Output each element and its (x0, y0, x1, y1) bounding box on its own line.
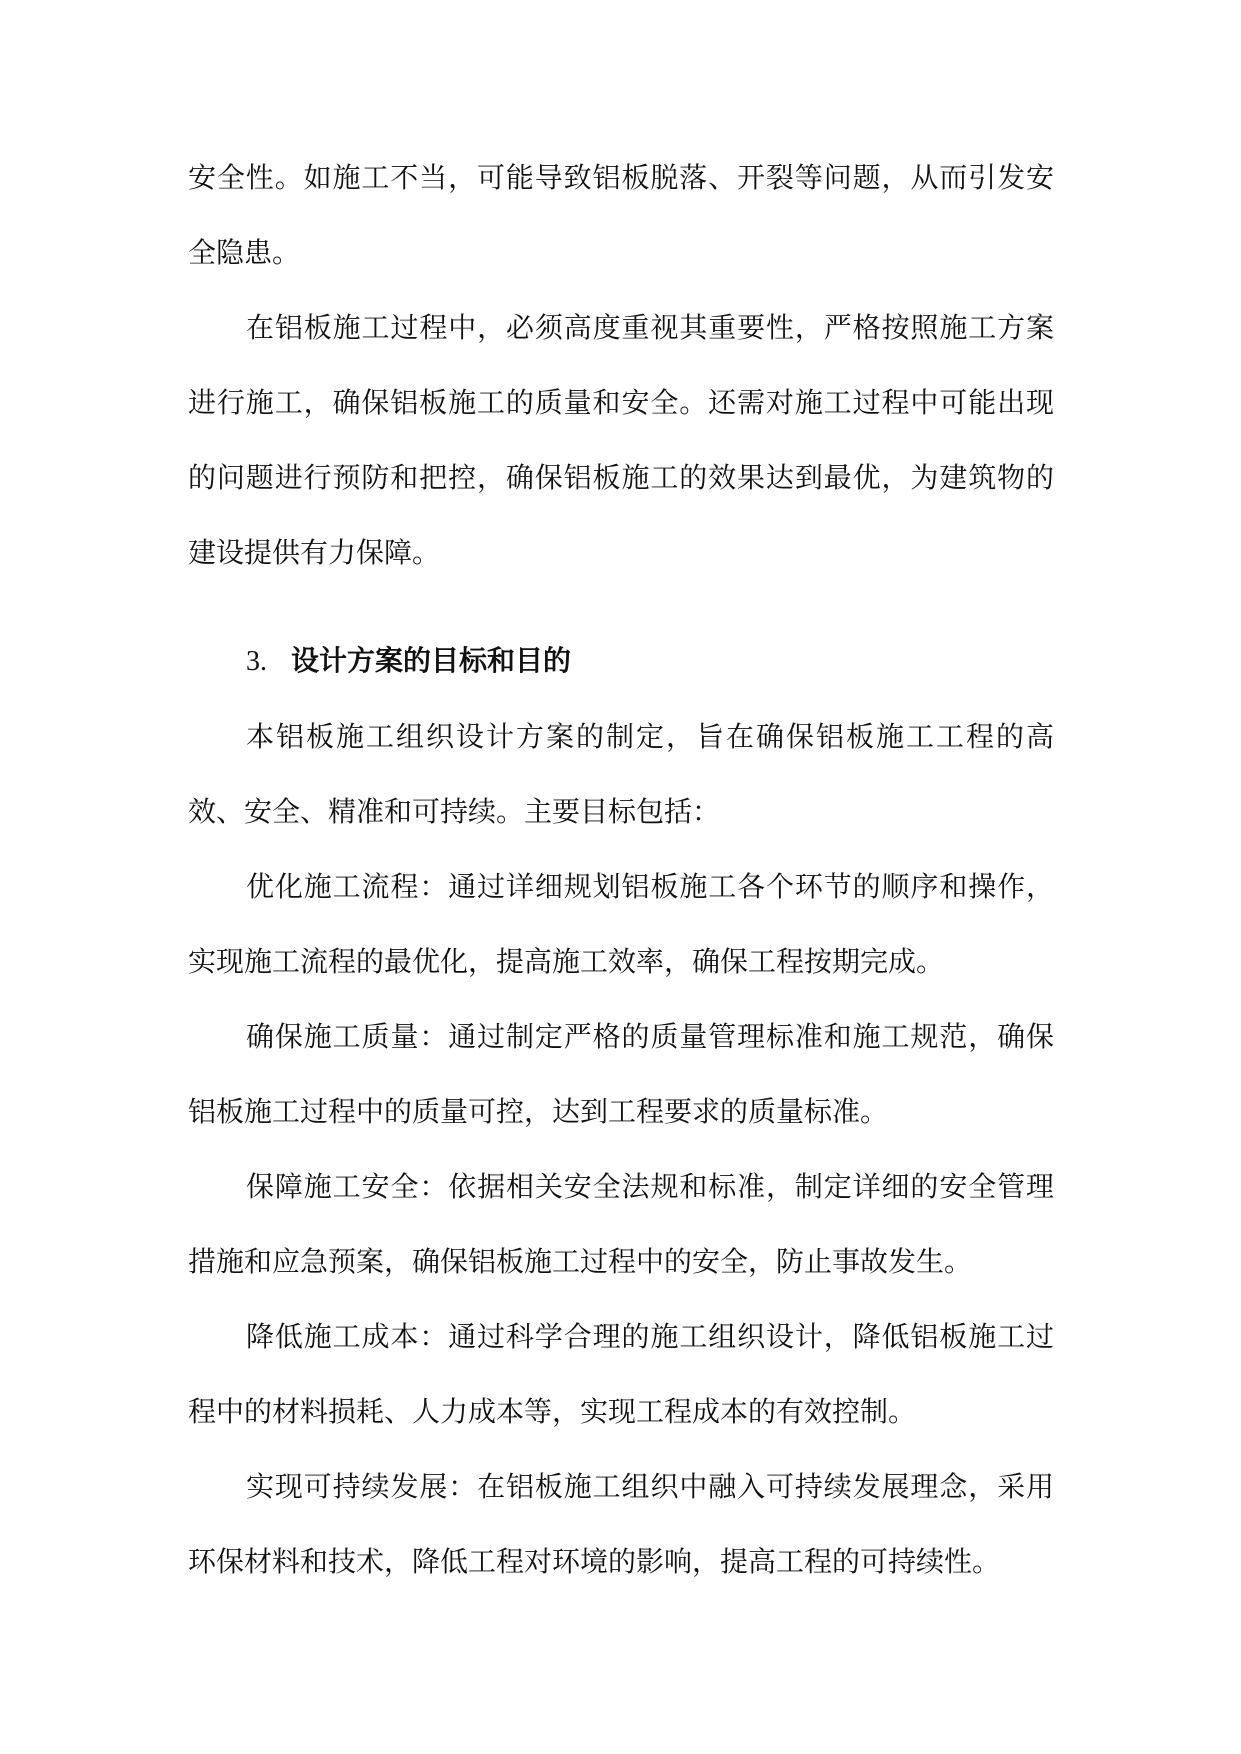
paragraph-goal-safety: 保障施工安全：依据相关安全法规和标准，制定详细的安全管理措施和应急预案，确保铝板施工过程中的安全，防止事故发生。 (188, 1170, 1054, 1278)
paragraph-goal-process: 优化施工流程：通过详细规划铝板施工各个环节的顺序和操作，实现施工流程的最优化，提高施工效率，确保工程按期完成。 (188, 870, 1054, 978)
paragraph-goal-cost: 降低施工成本：通过科学合理的施工组织设计，降低铝板施工过程中的材料损耗、人力成本等，实现工程成本的有效控制。 (188, 1320, 1054, 1428)
section-heading (188, 623, 1054, 699)
paragraph-importance: 在铝板施工过程中，必须高度重视其重要性，严格按照施工方案进行施工，确保铝板施工的质量和安全。还需对施工过程中可能出现的问题进行预防和把控，确保铝板施工的效果达到最优，为建筑物的建设提供有力保障。 (188, 311, 1054, 569)
paragraph-continuation: 安全性。如施工不当，可能导致铝板脱落、开裂等问题，从而引发安全隐患。 (188, 161, 1054, 269)
paragraph-goal-sustainability: 实现可持续发展：在铝板施工组织中融入可持续发展理念，采用环保材料和技术，降低工程对环境的影响，提高工程的可持续性。 (188, 1470, 1054, 1578)
paragraph-purpose: 本铝板施工组织设计方案的制定，旨在确保铝板施工工程的高效、安全、精准和可持续。主要目标包括： (188, 720, 1054, 828)
paragraph-goal-quality: 确保施工质量：通过制定严格的质量管理标准和施工规范，确保铝板施工过程中的质量可控，达到工程要求的质量标准。 (188, 1020, 1054, 1128)
page-content (188, 140, 1054, 1599)
section-number: 3. (246, 646, 267, 677)
section-title: 设计方案的目标和目的 (291, 644, 572, 677)
